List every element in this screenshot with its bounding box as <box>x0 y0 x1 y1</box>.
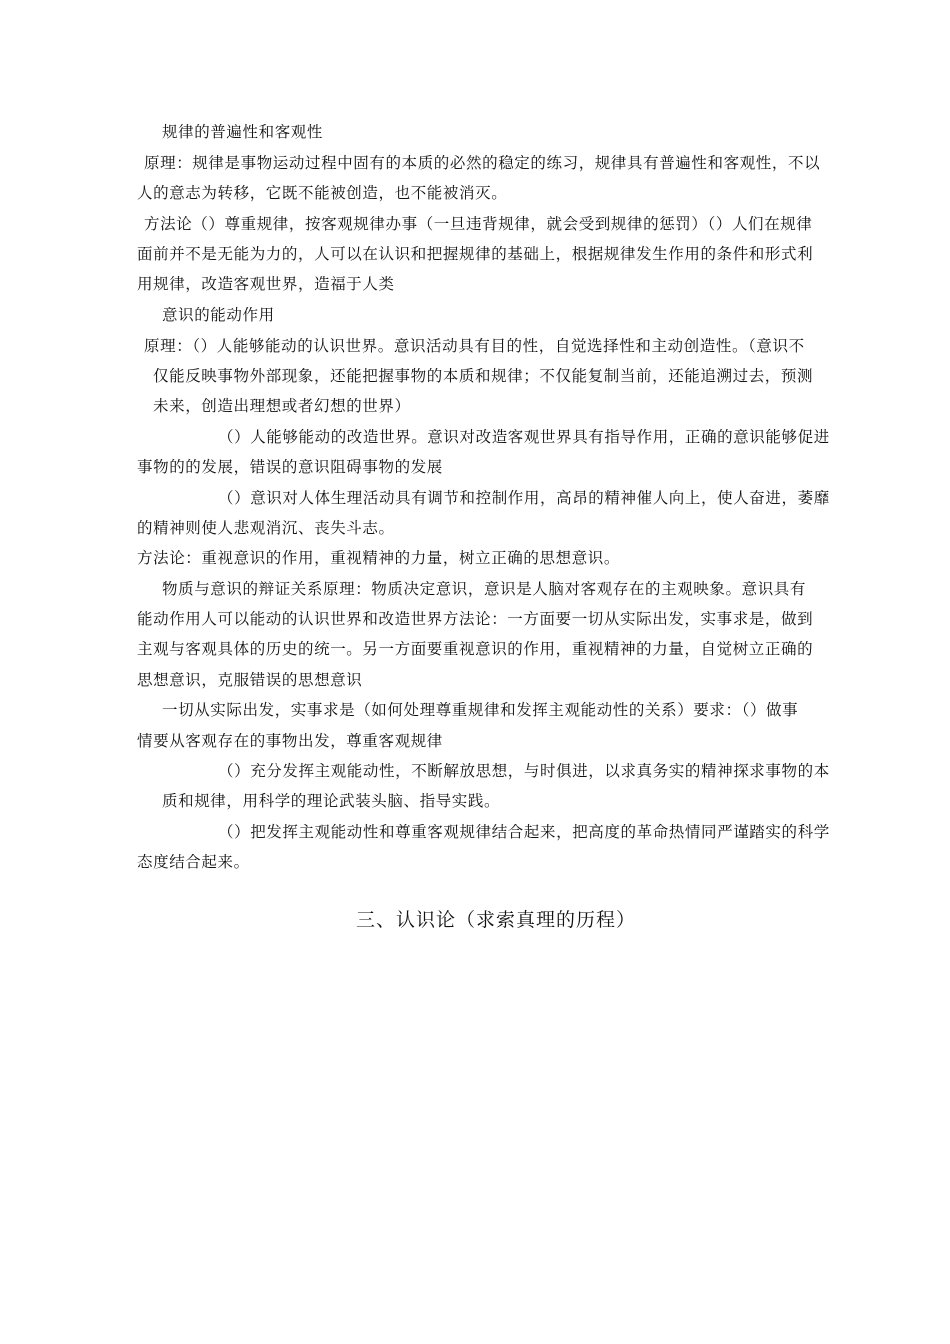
paragraph-line: 态度结合起来。 <box>137 853 250 871</box>
paragraph-line: 情要从客观存在的事物出发，尊重客观规律 <box>137 732 443 750</box>
paragraph-line: 用规律，改造客观世界，造福于人类 <box>137 275 395 293</box>
paragraph-line: 能动作用人可以能动的认识世界和改造世界方法论：一方面要一切从实际出发，实事求是，做到 <box>137 610 814 628</box>
paragraph-line: 方法论：重视意识的作用，重视精神的力量，树立正确的思想意识。 <box>137 549 621 567</box>
paragraph-line: 未来，创造出理想或者幻想的世界） <box>153 397 411 415</box>
paragraph-line: 主观与客观具体的历史的统一。另一方面要重视意识的作用，重视精神的力量，自觉树立正确的 <box>137 640 814 658</box>
paragraph-line: （）人能够能动的改造世界。意识对改造客观世界具有指导作用，正确的意识能够促进 <box>218 428 830 446</box>
paragraph-line: 仅能反映事物外部现象，还能把握事物的本质和规律；不仅能复制当前，还能追溯过去，预测 <box>153 367 814 385</box>
paragraph-line: 意识的能动作用 <box>162 306 275 324</box>
paragraph-line: 物质与意识的辩证关系原理：物质决定意识，意识是人脑对客观存在的主观映象。意识具有 <box>162 580 807 598</box>
paragraph-line: （）充分发挥主观能动性，不断解放思想，与时俱进，以求真务实的精神探求事物的本 <box>218 762 830 780</box>
section-heading: 三、认识论（求索真理的历程） <box>356 909 637 931</box>
paragraph-line: （）意识对人体生理活动具有调节和控制作用，高昂的精神催人向上，使人奋进，萎靡 <box>218 489 830 507</box>
paragraph-line: 质和规律，用科学的理论武装头脑、指导实践。 <box>162 792 501 810</box>
paragraph-line: 原理：（）人能够能动的认识世界。意识活动具有目的性，自觉选择性和主动创造性。（意识不 <box>144 337 805 355</box>
paragraph-line: 人的意志为转移，它既不能被创造，也不能被消灭。 <box>137 184 508 202</box>
paragraph-line: 的精神则使人悲观消沉、丧失斗志。 <box>137 519 395 537</box>
paragraph-line: 规律的普遍性和客观性 <box>162 123 324 141</box>
paragraph-line: 事物的的发展，错误的意识阻碍事物的发展 <box>137 458 443 476</box>
paragraph-line: 一切从实际出发，实事求是（如何处理尊重规律和发挥主观能动性的关系）要求：（）做事 <box>162 701 799 719</box>
paragraph-line: 方法论（）尊重规律，按客观规律办事（一旦违背规律，就会受到规律的惩罚）（）人们在规律 <box>144 215 813 233</box>
paragraph-line: 原理：规律是事物运动过程中固有的本质的必然的稳定的练习，规律具有普遍性和客观性，不以 <box>144 154 821 172</box>
paragraph-line: 面前并不是无能为力的，人可以在认识和把握规律的基础上，根据规律发生作用的条件和形式利 <box>137 245 814 263</box>
paragraph-line: 思想意识，克服错误的思想意识 <box>137 671 363 689</box>
paragraph-line: （）把发挥主观能动性和尊重客观规律结合起来，把高度的革命热情同严谨踏实的科学 <box>218 823 830 841</box>
